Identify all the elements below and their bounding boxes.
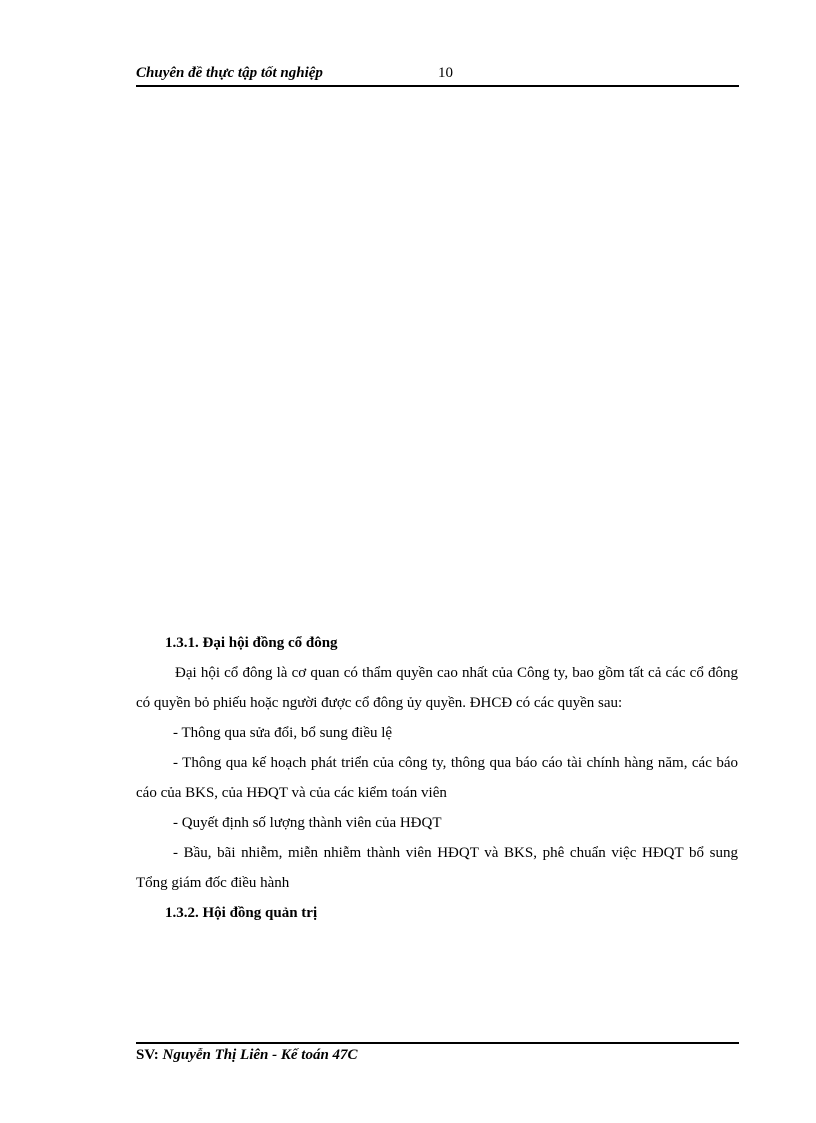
footer-prefix: SV: — [136, 1047, 163, 1063]
list-item: - Bầu, bãi nhiễm, miễn nhiễm thành viên HĐQT và BKS, phê chuẩn việc HĐQT bổ sung Tổng giám đốc điều hành — [136, 845, 738, 891]
page-number: 10 — [438, 65, 453, 81]
paragraph-intro: Đại hội cổ đông là cơ quan có thẩm quyền cao nhất của Công ty, bao gồm tất cả các cổ đông có quyền bỏ phiếu hoặc người được cổ đông ủy quyền. ĐHCĐ có các quyền sau: — [136, 665, 738, 711]
document-body — [136, 628, 738, 928]
footer-text — [136, 1047, 739, 1064]
list-item: - Thông qua sửa đổi, bổ sung điều lệ — [173, 725, 393, 741]
document-title: Chuyên đề thực tập tốt nghiệp — [136, 65, 323, 81]
list-item: - Thông qua kế hoạch phát triển của công ty, thông qua báo cáo tài chính hàng năm, các báo cáo của BKS, của HĐQT và của các kiểm toán viên — [136, 755, 738, 801]
list-item: - Quyết định số lượng thành viên của HĐQT — [173, 815, 442, 831]
section-heading-1-3-1: 1.3.1. Đại hội đồng cổ đông — [165, 635, 338, 651]
page-header — [136, 63, 739, 87]
author-name: Nguyễn Thị Liên - Kế toán 47C — [162, 1047, 358, 1063]
page-footer — [136, 1042, 739, 1064]
section-heading-1-3-2: 1.3.2. Hội đồng quản trị — [165, 905, 318, 921]
